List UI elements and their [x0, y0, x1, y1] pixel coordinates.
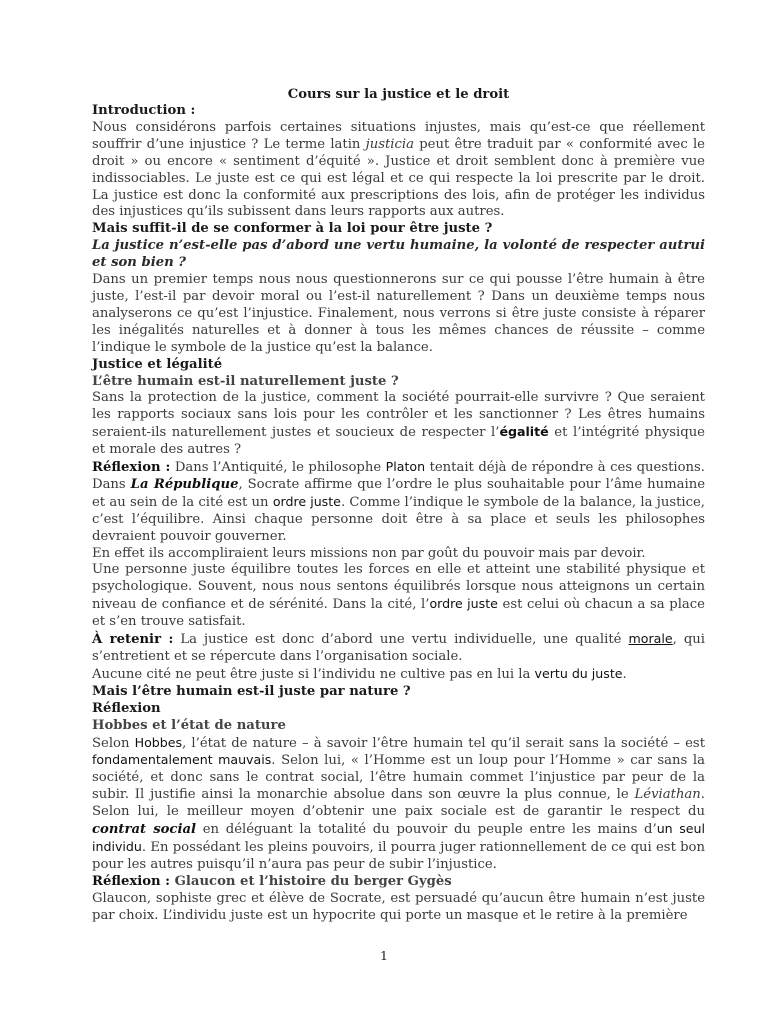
text: peut être traduit par « conformité avec le droit » ou encore « sentiment d’équité ». Justice et droit semblent donc à première vue indissociables. Le juste est ce qui est légal et ce qui respecte la loi prescrite par le droit. La justice est donc la conformité aux prescriptions des lois, afin de protéger les individus des injustices qu’ils subissent dans leurs rapports aux autres. — [92, 136, 705, 220]
link-vertu-du-juste[interactable]: vertu du juste — [534, 665, 623, 681]
link-egalite[interactable]: égalité — [499, 424, 549, 440]
section-subheading: L’être humain est-il naturellement juste ? — [92, 373, 399, 389]
intro-heading: Introduction : — [92, 103, 196, 118]
page-number: 1 — [380, 948, 388, 963]
gyges-paragraph: Glaucon, sophiste grec et élève de Socrate, est persuadé qu’aucun être humain n’est juste par choix. L’individu juste est un hypocrite qui porte un masque et le retire à la première — [92, 890, 705, 923]
text: . Comme l’indique le symbole de la balance, la justice, c’est l’équilibre. Ainsi chaque personne doit être à sa place et seuls les philosophes devraient pouvoir gouverner. — [92, 494, 705, 544]
text: Nous considérons parfois certaines situations injustes, mais qu’est-ce que réellement souffrir d’une injustice ? Le terme latin — [92, 119, 705, 152]
section-heading: Justice et légalité — [92, 356, 223, 372]
link-fondamentalement-mauvais[interactable]: fondamentalement mauvais — [92, 752, 272, 768]
text: Sans la protection de la justice, comment la société pourrait-elle survivre ? Que seraient les rapports sociaux sans lois pour les contrôler et les sanctionner ? Les êtres humains seraient-ils naturellement justes et soucieux de respecter l’ — [92, 390, 705, 441]
text: . — [622, 666, 627, 682]
retenir-paragraph — [92, 631, 705, 666]
link-ordre-juste[interactable]: ordre juste — [429, 596, 498, 612]
retenir-label: À retenir : — [92, 632, 174, 648]
reflexion-label: Réflexion : — [92, 460, 171, 476]
link-morale[interactable]: morale — [628, 631, 673, 647]
emphasis: contrat social — [92, 822, 197, 838]
book-title: Léviathan — [634, 787, 701, 803]
text: . En possédant les pleins pouvoirs, il pourra juger rationnellement de ce qui est bon pour les autres puisqu’il n’aura pas peur de subir l’injustice. — [92, 839, 705, 872]
book-title: La République — [130, 476, 239, 492]
text: . Selon lui, « l’Homme est un loup pour l’Homme » car sans la société, et donc sans le contrat social, l’être humain commet l’injustice par peur de la subir. Il justifie ainsi la monarchie absolue dans son œuvre la plus connue, le — [92, 753, 705, 803]
link-platon[interactable]: Platon — [385, 459, 426, 475]
intro-paragraph — [92, 120, 705, 221]
paragraph — [92, 666, 705, 684]
section-paragraph — [92, 390, 705, 459]
paragraph: En effet ils accompliraient leurs missions non par goût du pouvoir mais par devoir. — [92, 545, 646, 561]
reflexion-heading: Réflexion — [92, 700, 161, 716]
text: est celui où chacun a sa place et s’en trouve satisfait. — [92, 597, 705, 630]
text: , Socrate affirme que l’ordre le plus souhaitable pour l’âme humaine et au sein de la cité est un — [92, 476, 705, 510]
text: , l’état de nature – à savoir l’être humain tel qu’il serait sans la société – est — [182, 735, 705, 751]
text: tentait déjà de répondre à ces questions. Dans — [92, 460, 705, 492]
reflexion-heading — [92, 874, 705, 891]
link-hobbes[interactable]: Hobbes — [134, 734, 183, 750]
link-ordre-juste[interactable]: ordre juste — [272, 493, 341, 509]
document-title: Cours sur la justice et le droit — [287, 87, 510, 102]
question-heading: Mais l’être humain est-il juste par nature ? — [92, 683, 411, 699]
latin-term: justicia — [365, 136, 414, 152]
text: et l’intégrité physique et morale des autres ? — [92, 425, 705, 458]
paragraph — [92, 562, 705, 631]
plan-paragraph: Dans un premier temps nous nous questionnerons sur ce qui pousse l’être humain à être juste, l’est-il par devoir moral ou l’est-il naturellement ? Dans un deuxième temps nous analyserons ce qu’est l’injustice. Finalement, nous verrons si être juste consiste à réparer les inégalités naturelles et à donner à tous les mêmes chances de réussite – comme l’indique le symbole de la justice qu’est la balance. — [92, 272, 705, 355]
hobbes-paragraph — [92, 735, 705, 874]
reflexion-label: Réflexion : — [92, 873, 171, 889]
text: La justice est donc d’abord une vertu individuelle, une qualité — [173, 632, 629, 648]
text: en déléguant la totalité du pouvoir du peuple entre les mains d’ — [196, 822, 657, 838]
text: , qui s’entretient et se répercute dans l’organisation sociale. — [92, 632, 705, 664]
text: Selon — [92, 735, 135, 751]
text: Une personne juste équilibre toutes les forces en elle et atteint une stabilité physique et psychologique. Souvent, nous nous sentons équilibrés lorsque nous atteignons un certain niveau de confiance et de sérénité. Dans la cité, l’ — [92, 562, 705, 613]
text: . Selon lui, le meilleur moyen d’obtenir une paix sociale est de garantir le respect du — [92, 787, 705, 820]
question-heading: Mais suffit-il de se conformer à la loi pour être juste ? — [92, 221, 493, 237]
hobbes-subheading: Hobbes et l’état de nature — [92, 717, 286, 733]
text: Aucune cité ne peut être juste si l’individu ne cultive pas en lui la — [92, 666, 535, 682]
reflexion-title: Glaucon et l’histoire du berger Gygès — [170, 873, 452, 889]
link-un-seul-individu[interactable]: un seul individu — [92, 821, 705, 854]
text: Dans l’Antiquité, le philosophe — [170, 460, 386, 476]
reflexion-paragraph — [92, 459, 705, 546]
subquestion: La justice n’est-elle pas d’abord une vertu humaine, la volonté de respecter autrui et son bien ? — [92, 238, 705, 271]
